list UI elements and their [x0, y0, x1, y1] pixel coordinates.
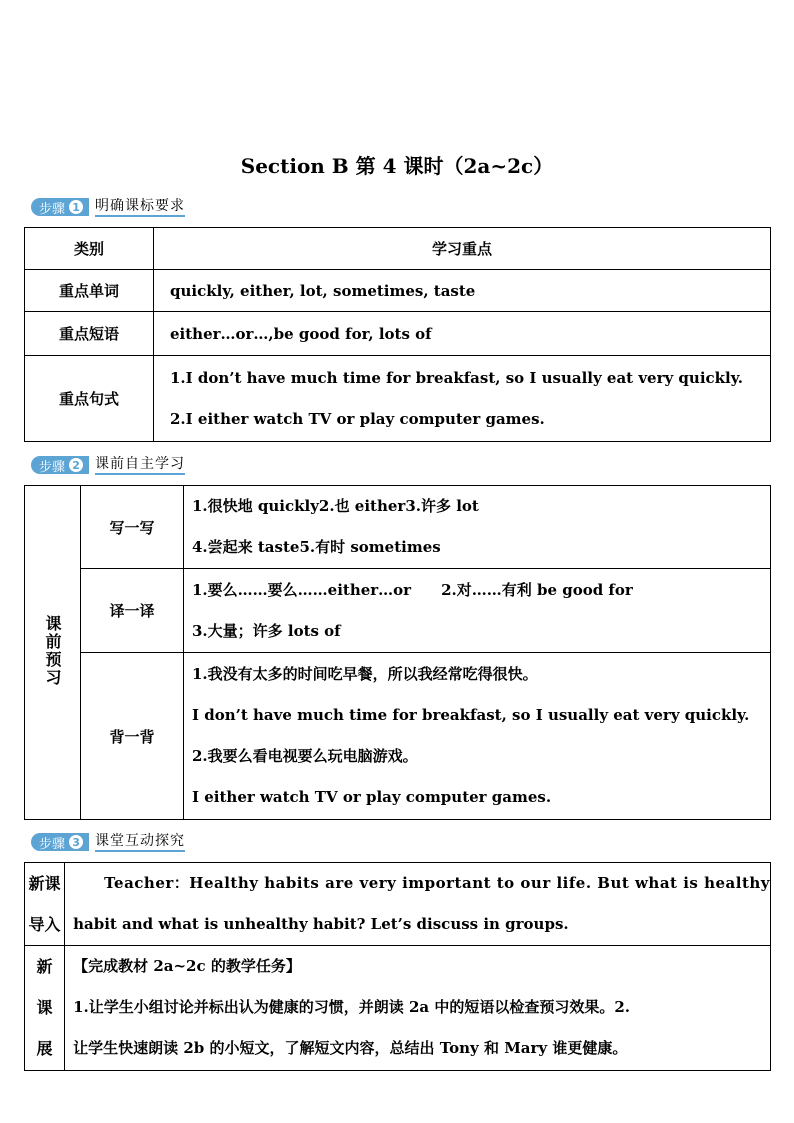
content-line: 4.尝起来 taste5.有时 sometimes	[192, 538, 441, 556]
row-content	[65, 863, 771, 946]
content-line: 1.让学生小组讨论并标出认为健康的习惯，并朗读 2a 中的短语以检查预习效果。2.	[73, 998, 631, 1016]
table-row	[25, 486, 771, 569]
step-label: 课堂互动探究	[95, 832, 185, 852]
content-line: I don’t have much time for breakfast, so I usually eat very quickly.	[192, 706, 750, 724]
content-line: 让学生快速朗读 2b 的小短文，了解短文内容，总结出 Tony 和 Mary 谁更健康。	[73, 1039, 628, 1057]
table-row	[25, 863, 771, 946]
label-line: 导入	[28, 915, 61, 934]
row-content: either…or…,be good for, lots of	[154, 312, 771, 356]
row-label: 写一写	[81, 486, 184, 569]
step-number: 2	[69, 458, 83, 472]
objectives-table	[24, 227, 771, 442]
table-row	[25, 312, 771, 356]
table-row	[25, 356, 771, 442]
label-line: 课	[36, 998, 53, 1017]
content-line: 1.我没有太多的时间吃早餐，所以我经常吃得很快。	[192, 665, 538, 683]
step-label: 明确课标要求	[95, 197, 185, 217]
step-number: 1	[69, 200, 83, 214]
step-2-banner	[31, 455, 185, 475]
page-title: Section B 第 4 课时（2a~2c）	[240, 154, 554, 178]
preview-table	[24, 485, 771, 820]
content-line: Teacher：Healthy habits are very important to our life. But what is healthy	[73, 874, 770, 892]
step-badge	[31, 456, 89, 474]
content-line: 1.很快地 quickly2.也 either3.许多 lot	[192, 497, 479, 515]
row-content	[65, 946, 771, 1071]
header-focus: 学习重点	[154, 228, 771, 270]
step-1-banner	[31, 197, 185, 217]
content-line: 【完成教材 2a~2c 的教学任务】	[73, 957, 301, 975]
table-row	[25, 946, 771, 1071]
step-3-banner	[31, 832, 185, 852]
preview-side-label	[25, 486, 81, 820]
table-row	[25, 270, 771, 312]
row-content	[184, 653, 771, 820]
step-number: 3	[69, 835, 83, 849]
classroom-table	[24, 862, 771, 1071]
content-line: I either watch TV or play computer games.	[192, 788, 552, 806]
row-label: 重点短语	[25, 312, 154, 356]
row-label: 重点单词	[25, 270, 154, 312]
row-label	[25, 946, 65, 1071]
table-row	[25, 653, 771, 820]
step-badge	[31, 833, 89, 851]
row-label: 译一译	[81, 569, 184, 653]
row-content	[154, 356, 771, 442]
row-label: 重点句式	[25, 356, 154, 442]
step-badge	[31, 198, 89, 216]
label-line: 新课	[28, 874, 61, 893]
side-label-text: 课前预习	[43, 614, 62, 687]
row-label	[25, 863, 65, 946]
content-line: 2.我要么看电视要么玩电脑游戏。	[192, 747, 418, 765]
step-badge-text: 步骤	[39, 459, 66, 475]
step-label: 课前自主学习	[95, 455, 185, 475]
table-header-row	[25, 228, 771, 270]
row-content	[184, 486, 771, 569]
row-content: quickly, either, lot, sometimes, taste	[154, 270, 771, 312]
label-line: 新	[36, 957, 53, 976]
sentence-line: 2.I either watch TV or play computer games.	[170, 409, 545, 428]
table-row	[25, 569, 771, 653]
step-badge-text: 步骤	[39, 201, 66, 217]
content-line: 3.大量；许多 lots of	[192, 621, 341, 640]
label-line: 展	[36, 1039, 53, 1058]
content-line: habit and what is unhealthy habit? Let’s discuss in groups.	[73, 915, 569, 933]
header-category: 类别	[25, 228, 154, 270]
sentence-line: 1.I don’t have much time for breakfast, so I usually eat very quickly.	[170, 368, 743, 387]
row-content	[184, 569, 771, 653]
content-line: 1.要么……要么……either…or 2.对……有利 be good for	[192, 580, 633, 599]
row-label: 背一背	[81, 653, 184, 820]
step-badge-text: 步骤	[39, 836, 66, 852]
